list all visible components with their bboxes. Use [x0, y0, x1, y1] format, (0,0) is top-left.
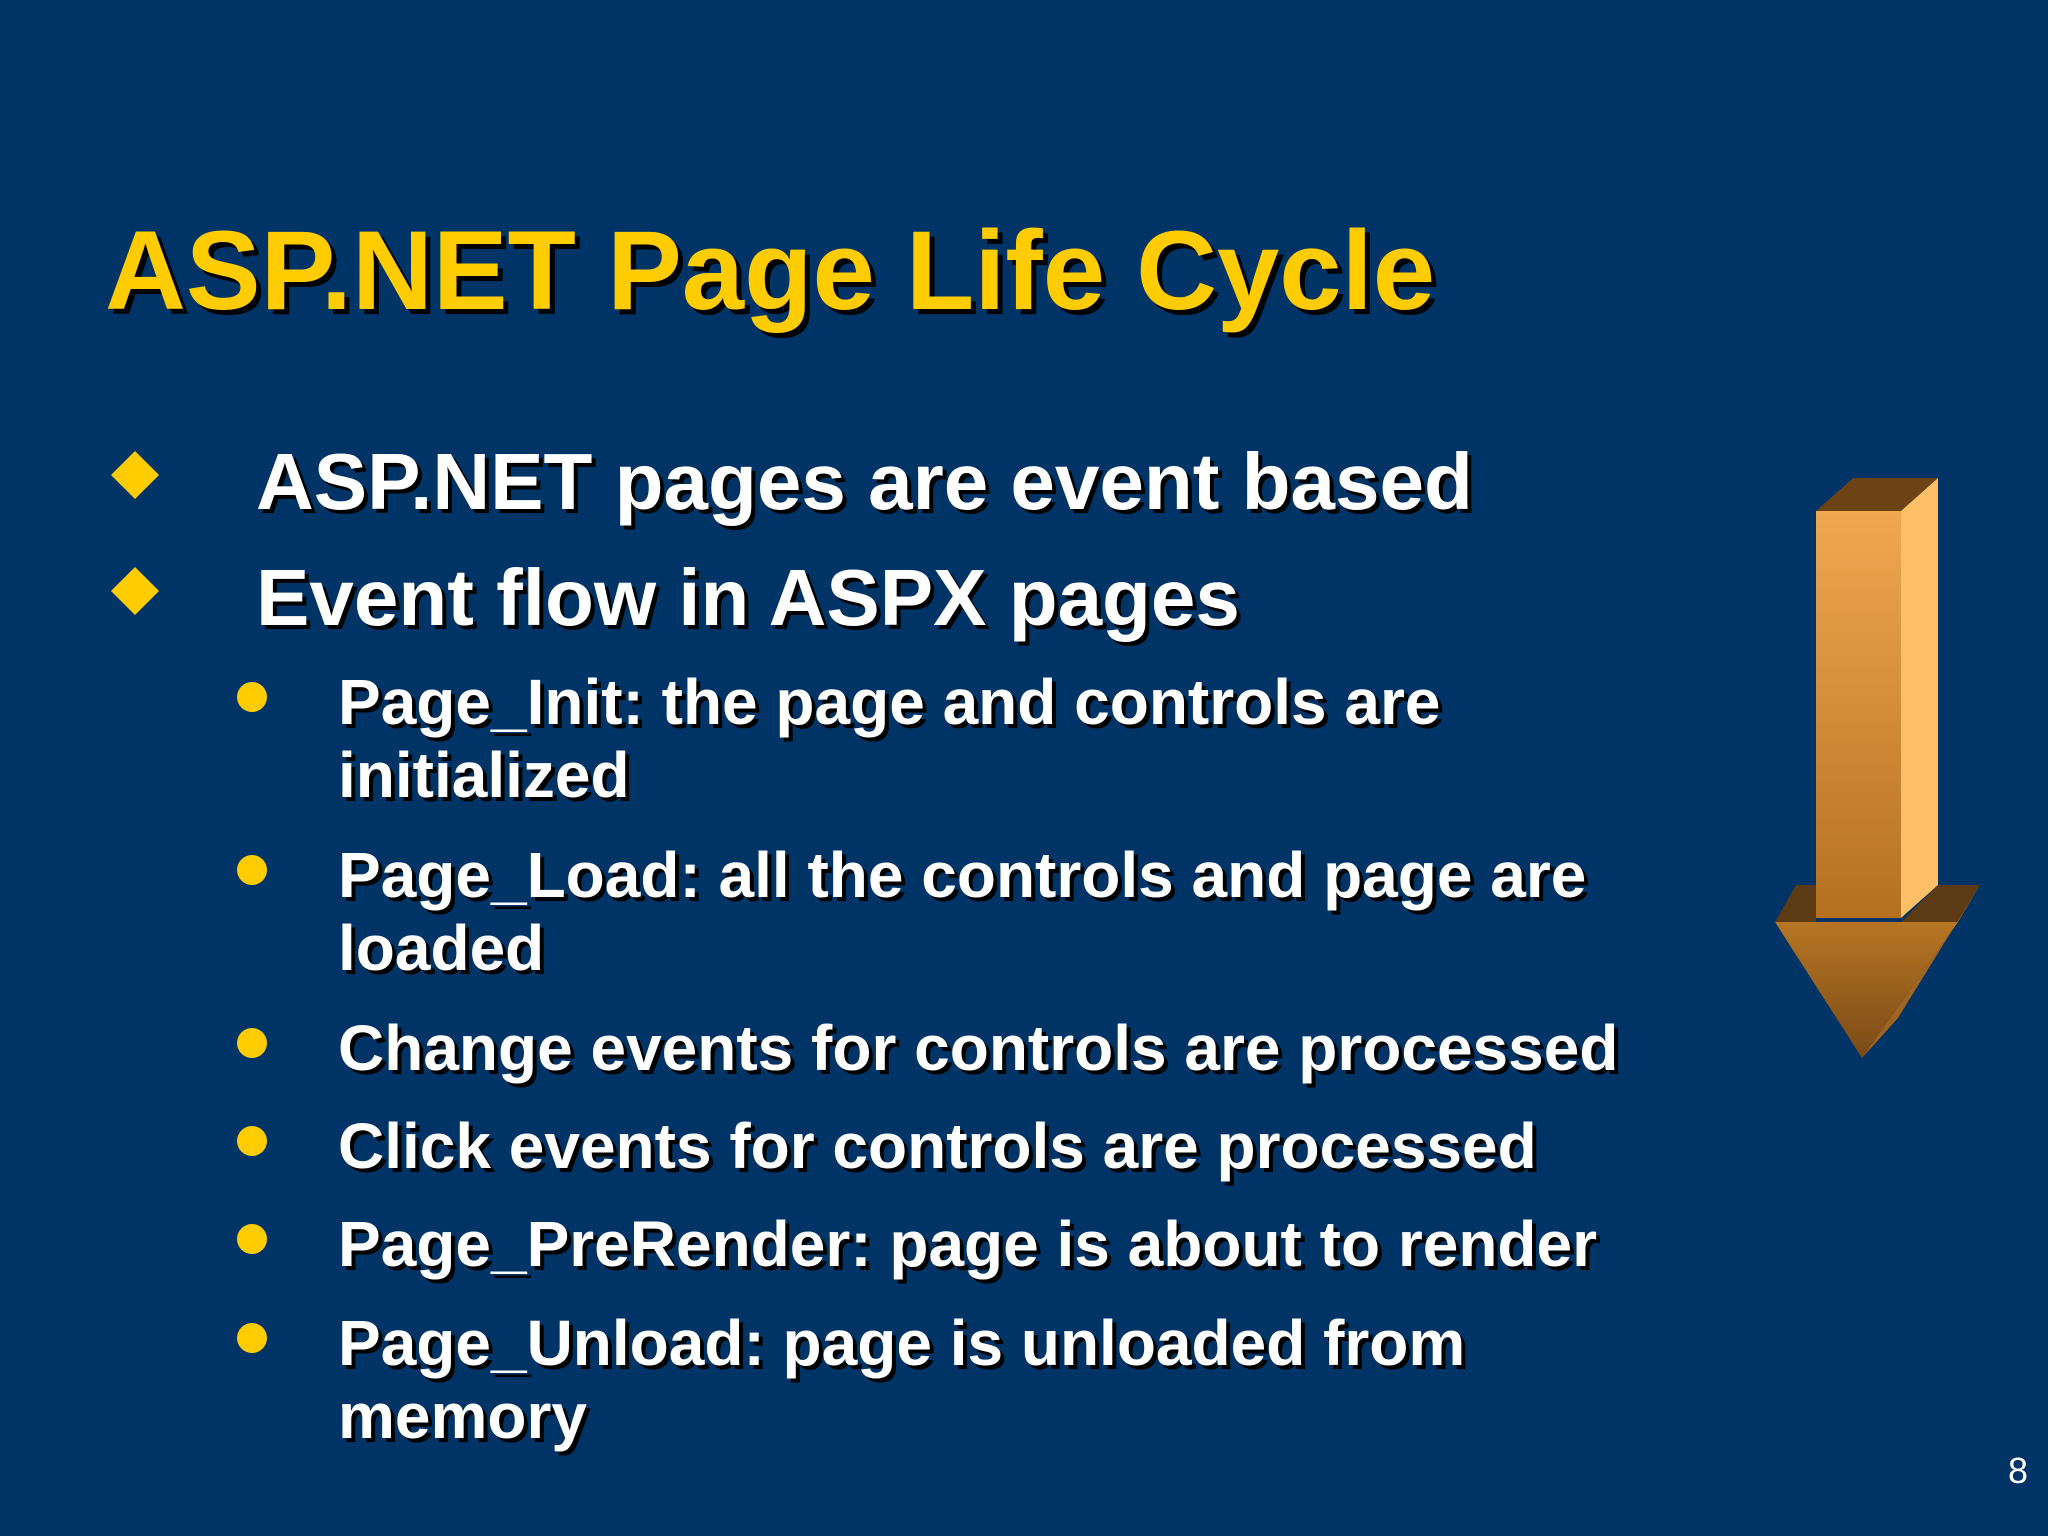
dot-icon [237, 1323, 267, 1353]
page-number: 8 [2007, 1450, 2028, 1491]
sub-bullet-line: loaded [338, 912, 545, 984]
dot-icon [237, 682, 267, 712]
sub-bullet-text [338, 1012, 1618, 1085]
sub-bullet-line: Page_Unload: page is unloaded from [338, 1307, 1466, 1379]
sub-bullet-line: Page_PreRender: page is about to render [338, 1208, 1597, 1280]
sub-bullet-line: Page_Init: the page and controls are [338, 666, 1441, 738]
bullet-text: ASP.NET pages are event based [256, 437, 1473, 526]
sub-bullet-text [338, 839, 1586, 985]
sub-bullet-text [338, 1208, 1597, 1281]
slide-title: ASP.NET Page Life Cycle [105, 208, 1435, 333]
down-arrow-icon [1770, 470, 1990, 1070]
sub-bullet-text [338, 666, 1440, 812]
sub-bullet-text [338, 1110, 1537, 1183]
diamond-icon [111, 567, 159, 615]
dot-icon [237, 1126, 267, 1156]
dot-icon [237, 1028, 267, 1058]
dot-icon [237, 855, 267, 885]
sub-bullet-line: Click events for controls are processed [338, 1110, 1537, 1182]
sub-bullet-line: initialized [338, 739, 630, 811]
dot-icon [237, 1224, 267, 1254]
diamond-icon [111, 451, 159, 499]
sub-bullet-line: Page_Load: all the controls and page are [338, 839, 1587, 911]
bullet-text: Event flow in ASPX pages [256, 553, 1240, 642]
sub-bullet-text [338, 1307, 1465, 1453]
sub-bullet-line: Change events for controls are processed [338, 1012, 1619, 1084]
sub-bullet-line: memory [338, 1380, 587, 1452]
